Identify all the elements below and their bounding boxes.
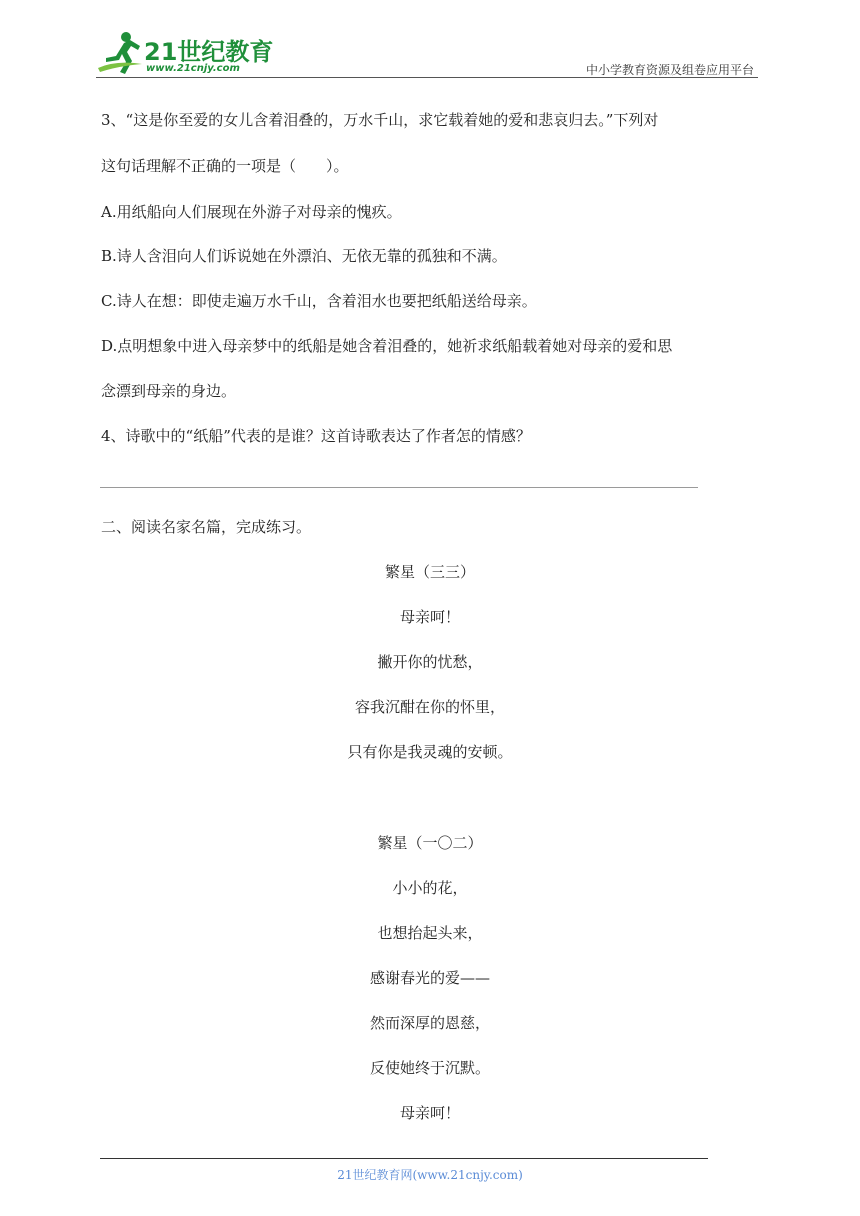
option-d-line-2: 念漂到母亲的身边。: [101, 382, 237, 400]
poem-2-line: 也想抬起头来，: [377, 924, 483, 942]
poem-2-title: 繁星（一〇二）: [377, 834, 483, 852]
option-a: A.用纸船向人们展现在外游子对母亲的愧疚。: [101, 203, 402, 221]
poem-2-line: 小小的花，: [392, 879, 468, 897]
platform-name: 中小学教育资源及组卷应用平台: [585, 63, 754, 77]
option-d-line-1: D.点明想象中进入母亲梦中的纸船是她含着泪叠的，她祈求纸船载着她对母亲的爱和思: [101, 337, 673, 355]
logo-text: 21世纪教育: [144, 38, 274, 66]
logo-url: www.21cnjy.com: [146, 63, 240, 74]
question-4: 4、诗歌中的“纸船”代表的是谁？这首诗歌表达了作者怎的情感？: [101, 427, 531, 445]
footer-divider: [100, 1158, 708, 1159]
section-2-heading: 二、阅读名家名篇，完成练习。: [101, 518, 312, 536]
poem-1-line: 只有你是我灵魂的安顿。: [347, 743, 513, 761]
poem-1-title: 繁星（三三）: [384, 563, 475, 581]
poem-1-line: 母亲呵！: [399, 608, 460, 626]
poem-2-line: 反使她终于沉默。: [369, 1059, 490, 1077]
answer-line: [100, 487, 698, 488]
footer-link[interactable]: 21世纪教育网(www.21cnjy.com): [337, 1168, 523, 1182]
site-logo: [96, 30, 274, 78]
poem-1-line: 撇开你的忧愁，: [377, 653, 483, 671]
poem-1-line: 容我沉酣在你的怀里，: [354, 698, 505, 716]
page-header: [96, 30, 758, 80]
poem-2-line: 母亲呵！: [399, 1104, 460, 1122]
option-c: C.诗人在想：即使走遍万水千山，含着泪水也要把纸船送给母亲。: [101, 292, 537, 310]
question-3-line-1: 3、“这是你至爱的女儿含着泪叠的，万水千山，求它载着她的爱和悲哀归去。”下列对: [101, 111, 659, 129]
running-figure-icon: [96, 30, 144, 76]
option-b: B.诗人含泪向人们诉说她在外漂泊、无依无靠的孤独和不满。: [101, 247, 507, 265]
poem-2-line: 然而深厚的恩慈，: [369, 1014, 490, 1032]
header-divider: [96, 77, 758, 78]
question-3-line-2: 这句话理解不正确的一项是（ ）。: [101, 157, 349, 175]
poem-2-line: 感谢春光的爱——: [369, 969, 490, 987]
